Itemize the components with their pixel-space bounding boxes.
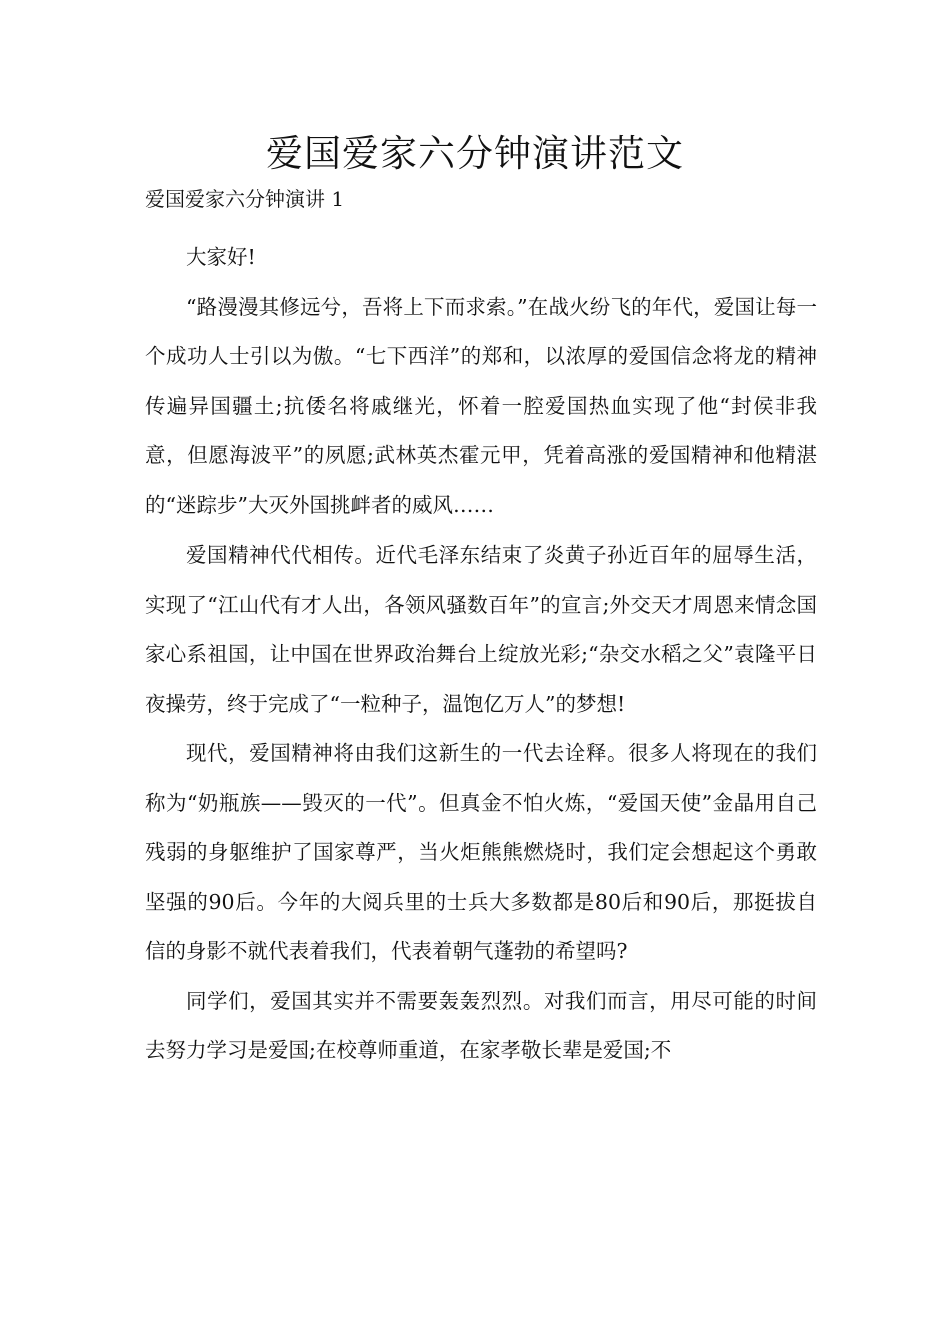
document-body bbox=[145, 233, 817, 1076]
paragraph-4: 同学们，爱国其实并不需要轰轰烈烈。对我们而言，用尽可能的时间去努力学习是爱国;在校尊师重道，在家孝敬长辈是爱国;不 bbox=[145, 988, 817, 1062]
paragraph-greeting: 大家好! bbox=[186, 245, 256, 269]
document-subtitle: 爱国爱家六分钟演讲 1 bbox=[145, 187, 345, 211]
document-title: 爱国爱家六分钟演讲范文 bbox=[266, 132, 684, 175]
paragraph-1: “路漫漫其修远兮，吾将上下而求索。”在战火纷飞的年代，爱国让每一个成功人士引以为傲。“七下西洋”的郑和，以浓厚的爱国信念将龙的精神传遍异国疆土;抗倭名将戚继光，怀着一腔爱国热血实现了他“封侯非我意，但愿海波平”的夙愿;武林英杰霍元甲，凭着高涨的爱国精神和他精湛的“迷踪步”大灭外国挑衅者的威风…… bbox=[145, 294, 817, 517]
paragraph-3: 现代，爱国精神将由我们这新生的一代去诠释。很多人将现在的我们称为“奶瓶族——毁灭的一代”。但真金不怕火炼，“爱国天使”金晶用自己残弱的身躯维护了国家尊严，当火炬熊熊燃烧时，我们定会想起这个勇敢坚强的90后。今年的大阅兵里的士兵大多数都是80后和90后，那挺拔自信的身影不就代表着我们，代表着朝气蓬勃的希望吗? bbox=[145, 741, 817, 963]
paragraph-2: 爱国精神代代相传。近代毛泽东结束了炎黄子孙近百年的屈辱生活，实现了“江山代有才人出，各领风骚数百年”的宣言;外交天才周恩来情念国家心系祖国，让中国在世界政治舞台上绽放光彩;“杂交水稻之父”袁隆平日夜操劳，终于完成了“一粒种子，温饱亿万人”的梦想! bbox=[145, 543, 817, 716]
